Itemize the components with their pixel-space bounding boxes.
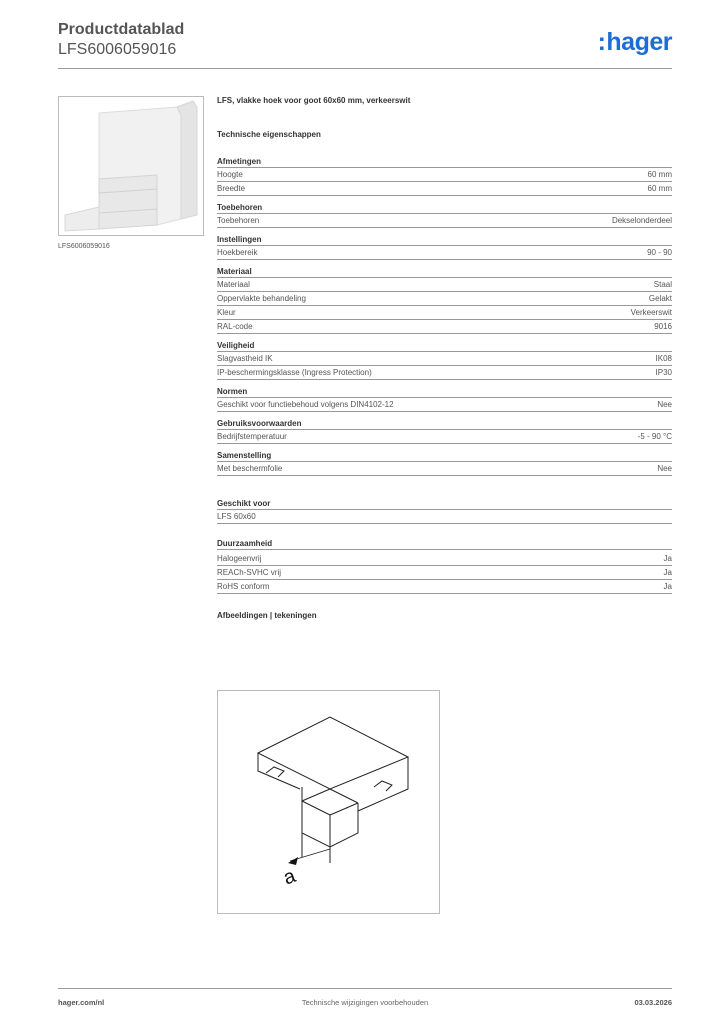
spec-label: Breedte <box>217 184 246 193</box>
section-title: Toebehoren <box>217 202 672 214</box>
spec-row <box>217 168 672 182</box>
spec-label: LFS 60x60 <box>217 512 256 521</box>
spec-row <box>217 320 672 334</box>
product-description: LFS, vlakke hoek voor goot 60x60 mm, verkeerswit <box>217 96 411 105</box>
spec-value: Gelakt <box>648 294 672 303</box>
spec-row <box>217 182 672 196</box>
spec-label: Geschikt voor functiebehoud volgens DIN4102-12 <box>217 400 394 409</box>
tech-properties-heading: Technische eigenschappen <box>217 130 321 139</box>
spec-row <box>217 366 672 380</box>
spec-content <box>217 96 672 621</box>
spec-row <box>217 398 672 412</box>
image-caption: LFS6006059016 <box>58 243 110 250</box>
spec-value: Verkeerswit <box>630 308 672 317</box>
footer-disclaimer: Technische wijzigingen voorbehouden <box>301 998 429 1007</box>
spec-row <box>217 214 672 228</box>
section-title: Afmetingen <box>217 156 672 168</box>
spec-row <box>217 306 672 320</box>
spec-row <box>217 292 672 306</box>
spec-section <box>217 266 672 334</box>
spec-row <box>217 566 672 580</box>
spec-row <box>217 246 672 260</box>
spec-value: Ja <box>663 568 672 577</box>
section-title: Instellingen <box>217 234 672 246</box>
spec-row <box>217 462 672 476</box>
section-title: Gebruiksvoorwaarden <box>217 418 672 430</box>
spec-value: 9016 <box>654 322 672 331</box>
spec-value: IK08 <box>655 354 672 363</box>
section-title: Materiaal <box>217 266 672 278</box>
technical-drawing <box>217 690 440 914</box>
spec-row <box>217 352 672 366</box>
spec-label: RoHS conform <box>217 582 270 591</box>
product-image <box>58 96 204 236</box>
spec-sections <box>217 156 672 476</box>
section-title: Normen <box>217 386 672 398</box>
spec-value: -5 - 90 °C <box>637 432 672 441</box>
page-footer <box>58 992 672 1006</box>
header-divider <box>58 68 672 69</box>
spec-section <box>217 156 672 196</box>
product-code: LFS6006059016 <box>58 41 177 58</box>
spec-value: IP30 <box>655 368 672 377</box>
spec-value: Nee <box>657 400 672 409</box>
spec-section <box>217 340 672 380</box>
spec-section <box>217 234 672 260</box>
spec-row <box>217 552 672 566</box>
spec-value: 90 - 90 <box>647 248 672 257</box>
page-header <box>58 20 672 70</box>
section-title: Duurzaamheid <box>217 538 672 550</box>
footer-website-link[interactable]: hager.com/nl <box>58 998 105 1007</box>
section-sustainability <box>217 538 672 594</box>
spec-row <box>217 278 672 292</box>
spec-value: 60 mm <box>647 170 672 179</box>
spec-label: Halogeenvrij <box>217 554 262 563</box>
spec-label: REACh-SVHC vrij <box>217 568 282 577</box>
spec-section <box>217 418 672 444</box>
spec-label: Slagvastheid IK <box>217 354 273 363</box>
spec-row <box>217 510 672 524</box>
spec-value: 60 mm <box>647 184 672 193</box>
spec-value: Ja <box>663 554 672 563</box>
footer-divider <box>58 988 672 989</box>
logo-text: hager <box>606 28 672 56</box>
spec-value: Ja <box>663 582 672 591</box>
spec-label: IP-beschermingsklasse (Ingress Protection) <box>217 368 372 377</box>
section-title: Veiligheid <box>217 340 672 352</box>
spec-label: Kleur <box>217 308 236 317</box>
spec-row <box>217 430 672 444</box>
footer-date: 03.03.2026 <box>634 998 672 1007</box>
section-suitable-for <box>217 498 672 524</box>
spec-label: Bedrijfstemperatuur <box>217 432 287 441</box>
spec-value: Dekselonderdeel <box>611 216 672 225</box>
hager-logo: :hager <box>597 28 672 56</box>
spec-label: Toebehoren <box>217 216 260 225</box>
spec-section <box>217 202 672 228</box>
spec-row <box>217 580 672 594</box>
spec-label: Oppervlakte behandeling <box>217 294 306 303</box>
spec-label: Hoogte <box>217 170 243 179</box>
spec-value: Nee <box>657 464 672 473</box>
section-title: Geschikt voor <box>217 498 672 510</box>
spec-label: Materiaal <box>217 280 250 289</box>
document-title: Productdatablad <box>58 21 185 38</box>
section-title: Samenstelling <box>217 450 672 462</box>
dimension-label: a <box>280 864 299 890</box>
spec-section <box>217 450 672 476</box>
spec-section <box>217 386 672 412</box>
spec-value: Staal <box>653 280 672 289</box>
drawings-heading: Afbeeldingen | tekeningen <box>217 611 317 620</box>
spec-label: Hoekbereik <box>217 248 258 257</box>
spec-label: Met beschermfolie <box>217 464 283 473</box>
spec-label: RAL-code <box>217 322 253 331</box>
